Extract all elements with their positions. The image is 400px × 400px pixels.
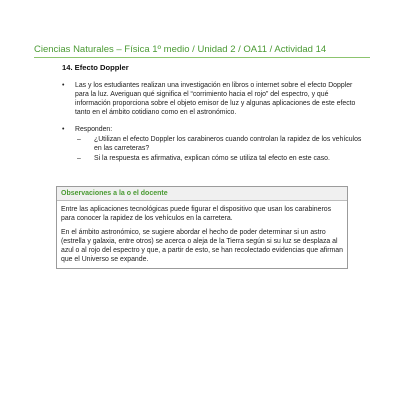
teacher-note-paragraph: Entre las aplicaciones tecnológicas puede figurar el dispositivo que usan los carabineros para conocer la rapidez de los vehículos en la carretera. — [61, 206, 332, 222]
list-item — [62, 81, 362, 117]
dash-icon: – — [77, 155, 81, 162]
teacher-note-paragraph: En el ámbito astronómico, se sugiere abordar el hecho de poder determinar si un astro (estrella y galaxia, entre otros) se acerca o aleja de la Tierra según si su luz se desplaza al azul o al rojo del espectro y que, a partir de esto, se han recolectado evidencias que afirman que el Universo se expande. — [61, 229, 343, 263]
question-list — [75, 135, 362, 163]
activity-title: 14. Efecto Doppler — [62, 63, 129, 72]
instruction-text: Las y los estudiantes realizan una investigación en libros o internet sobre el efecto Doppler para la luz. Averiguan qué significa el “corrimiento hacia el rojo” del espectro, y qué información proporciona sobre el objeto emisor de luz y algunas aplicaciones de este efecto tanto en el ámbito cotidiano como en el astronómico. — [75, 82, 356, 116]
question-text: ¿Utilizan el efecto Doppler los carabineros cuando controlan la rapidez de los vehículos en las carreteras? — [94, 136, 362, 152]
question-text: Si la respuesta es afirmativa, explican cómo se utiliza tal efecto en este caso. — [94, 155, 330, 162]
question-item — [75, 135, 362, 153]
instruction-text: Responden: — [75, 126, 113, 133]
teacher-notes-title: Observaciones a la o el docente — [57, 187, 347, 201]
bullet-icon: • — [62, 82, 65, 89]
bullet-icon: • — [62, 126, 65, 133]
teacher-notes-box — [56, 186, 348, 269]
breadcrumb: Ciencias Naturales – Física 1º medio / Unidad 2 / OA11 / Actividad 14 — [34, 44, 327, 55]
activity-instructions — [62, 81, 362, 171]
question-item — [75, 154, 362, 163]
dash-icon: – — [77, 136, 81, 143]
list-item — [62, 125, 362, 163]
header-divider — [34, 57, 370, 58]
teacher-notes-body — [57, 201, 347, 268]
